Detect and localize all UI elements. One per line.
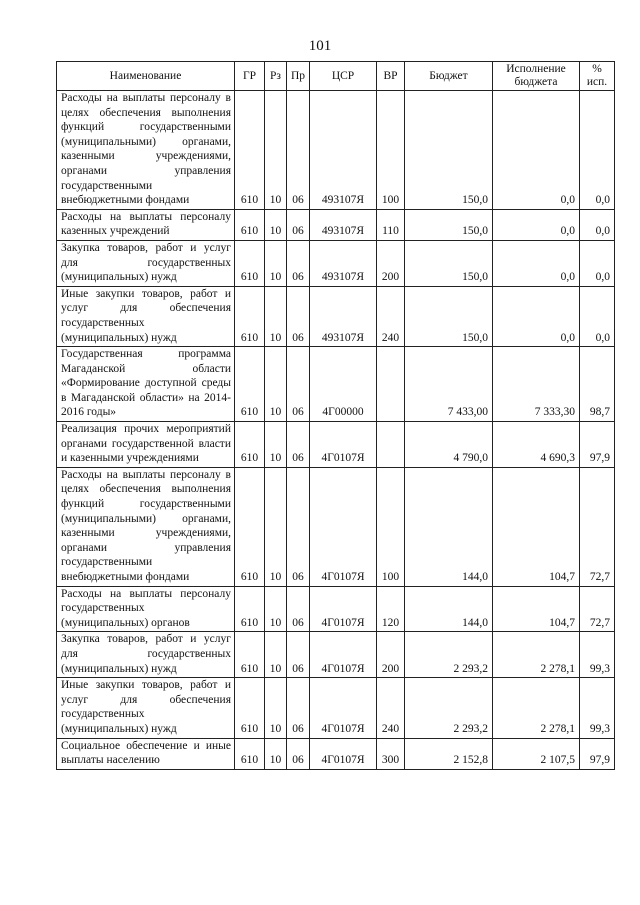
- row-execution: 2 278,1: [493, 678, 580, 738]
- row-budget: 7 433,00: [405, 347, 493, 422]
- header-execution: Исполнение бюджета: [493, 62, 580, 91]
- row-budget: 150,0: [405, 286, 493, 346]
- row-rz: 10: [265, 91, 287, 210]
- row-rz: 10: [265, 209, 287, 240]
- row-vr: 240: [377, 286, 405, 346]
- table-row: [57, 209, 615, 240]
- row-rz: 10: [265, 467, 287, 586]
- row-gr: 610: [235, 678, 265, 738]
- row-gr: 610: [235, 91, 265, 210]
- row-csr: 4Г0107Я: [310, 678, 377, 738]
- row-pr: 06: [287, 91, 310, 210]
- row-pr: 06: [287, 586, 310, 632]
- row-csr: 493107Я: [310, 286, 377, 346]
- row-pct: 72,7: [580, 467, 615, 586]
- row-pct: 0,0: [580, 91, 615, 210]
- row-csr: 4Г0107Я: [310, 632, 377, 678]
- row-execution: 4 690,3: [493, 422, 580, 468]
- row-pr: 06: [287, 347, 310, 422]
- row-pr: 06: [287, 422, 310, 468]
- row-gr: 610: [235, 738, 265, 769]
- row-pct: 72,7: [580, 586, 615, 632]
- row-name: Иные закупки товаров, работ и услуг для обеспечения государственных (муниципальных) нужд: [57, 678, 235, 738]
- row-budget: 150,0: [405, 209, 493, 240]
- row-pct: 0,0: [580, 240, 615, 286]
- row-pct: 0,0: [580, 286, 615, 346]
- row-csr: 4Г0107Я: [310, 467, 377, 586]
- row-rz: 10: [265, 738, 287, 769]
- row-budget: 144,0: [405, 467, 493, 586]
- row-vr: 100: [377, 91, 405, 210]
- row-gr: 610: [235, 467, 265, 586]
- row-budget: 2 293,2: [405, 678, 493, 738]
- header-budget: Бюджет: [405, 62, 493, 91]
- row-gr: 610: [235, 586, 265, 632]
- row-execution: 7 333,30: [493, 347, 580, 422]
- header-name: Наименование: [57, 62, 235, 91]
- row-rz: 10: [265, 586, 287, 632]
- row-pct: 98,7: [580, 347, 615, 422]
- row-pr: 06: [287, 678, 310, 738]
- row-pr: 06: [287, 209, 310, 240]
- row-pr: 06: [287, 632, 310, 678]
- row-name: Реализация прочих мероприятий органами государственной власти и казенными учреждениями: [57, 422, 235, 468]
- row-budget: 2 293,2: [405, 632, 493, 678]
- budget-table: [56, 61, 615, 770]
- row-execution: 2 278,1: [493, 632, 580, 678]
- header-pr: Пр: [287, 62, 310, 91]
- row-csr: 493107Я: [310, 209, 377, 240]
- row-rz: 10: [265, 678, 287, 738]
- row-gr: 610: [235, 422, 265, 468]
- row-budget: 2 152,8: [405, 738, 493, 769]
- row-vr: 240: [377, 678, 405, 738]
- row-name: Социальное обеспечение и иные выплаты населению: [57, 738, 235, 769]
- page-number: 101: [308, 38, 332, 54]
- row-vr: 120: [377, 586, 405, 632]
- row-name: Расходы на выплаты персоналу в целях обеспечения выполнения функций государственными (муниципальными) органами, казенными учреждениями, органами управления государственными внебюджетными фондами: [57, 91, 235, 210]
- row-rz: 10: [265, 286, 287, 346]
- row-rz: 10: [265, 240, 287, 286]
- row-pr: 06: [287, 738, 310, 769]
- table-row: [57, 678, 615, 738]
- row-pr: 06: [287, 286, 310, 346]
- row-vr: 100: [377, 467, 405, 586]
- row-csr: 493107Я: [310, 91, 377, 210]
- row-pct: 0,0: [580, 209, 615, 240]
- header-pct: % исп.: [580, 62, 615, 91]
- table-row: [57, 91, 615, 210]
- row-gr: 610: [235, 632, 265, 678]
- row-rz: 10: [265, 347, 287, 422]
- table-row: [57, 467, 615, 586]
- row-pr: 06: [287, 240, 310, 286]
- row-gr: 610: [235, 209, 265, 240]
- row-name: Расходы на выплаты персоналу государственных (муниципальных) органов: [57, 586, 235, 632]
- row-execution: 0,0: [493, 209, 580, 240]
- row-pct: 97,9: [580, 422, 615, 468]
- row-gr: 610: [235, 240, 265, 286]
- row-rz: 10: [265, 632, 287, 678]
- row-budget: 144,0: [405, 586, 493, 632]
- row-name: Закупка товаров, работ и услуг для государственных (муниципальных) нужд: [57, 632, 235, 678]
- row-name: Закупка товаров, работ и услуг для государственных (муниципальных) нужд: [57, 240, 235, 286]
- row-gr: 610: [235, 286, 265, 346]
- row-name: Расходы на выплаты персоналу казенных учреждений: [57, 209, 235, 240]
- row-execution: 0,0: [493, 91, 580, 210]
- row-csr: 4Г0107Я: [310, 422, 377, 468]
- row-budget: 4 790,0: [405, 422, 493, 468]
- row-csr: 4Г00000: [310, 347, 377, 422]
- row-budget: 150,0: [405, 240, 493, 286]
- row-pct: 99,3: [580, 632, 615, 678]
- header-gr: ГР: [235, 62, 265, 91]
- row-vr: 110: [377, 209, 405, 240]
- row-vr: 200: [377, 632, 405, 678]
- row-csr: 493107Я: [310, 240, 377, 286]
- row-name: Государственная программа Магаданской области «Формирование доступной среды в Магаданской области» на 2014-2016 годы»: [57, 347, 235, 422]
- row-execution: 104,7: [493, 467, 580, 586]
- table-header-row: [57, 62, 615, 91]
- table-row: [57, 347, 615, 422]
- row-vr: [377, 422, 405, 468]
- row-execution: 104,7: [493, 586, 580, 632]
- row-execution: 0,0: [493, 286, 580, 346]
- header-rz: Рз: [265, 62, 287, 91]
- row-name: Расходы на выплаты персоналу в целях обеспечения выполнения функций государственными (муниципальными) органами, казенными учреждениями, органами управления государственными внебюджетными фондами: [57, 467, 235, 586]
- table-row: [57, 632, 615, 678]
- table-body: [57, 91, 615, 770]
- row-execution: 2 107,5: [493, 738, 580, 769]
- table-row: [57, 422, 615, 468]
- row-gr: 610: [235, 347, 265, 422]
- row-pct: 97,9: [580, 738, 615, 769]
- table-row: [57, 738, 615, 769]
- row-csr: 4Г0107Я: [310, 586, 377, 632]
- row-vr: 200: [377, 240, 405, 286]
- row-execution: 0,0: [493, 240, 580, 286]
- table-row: [57, 240, 615, 286]
- header-vr: ВР: [377, 62, 405, 91]
- row-rz: 10: [265, 422, 287, 468]
- row-vr: 300: [377, 738, 405, 769]
- row-vr: [377, 347, 405, 422]
- table-row: [57, 586, 615, 632]
- table-row: [57, 286, 615, 346]
- row-pr: 06: [287, 467, 310, 586]
- row-csr: 4Г0107Я: [310, 738, 377, 769]
- header-csr: ЦСР: [310, 62, 377, 91]
- row-budget: 150,0: [405, 91, 493, 210]
- row-name: Иные закупки товаров, работ и услуг для обеспечения государственных (муниципальных) нужд: [57, 286, 235, 346]
- row-pct: 99,3: [580, 678, 615, 738]
